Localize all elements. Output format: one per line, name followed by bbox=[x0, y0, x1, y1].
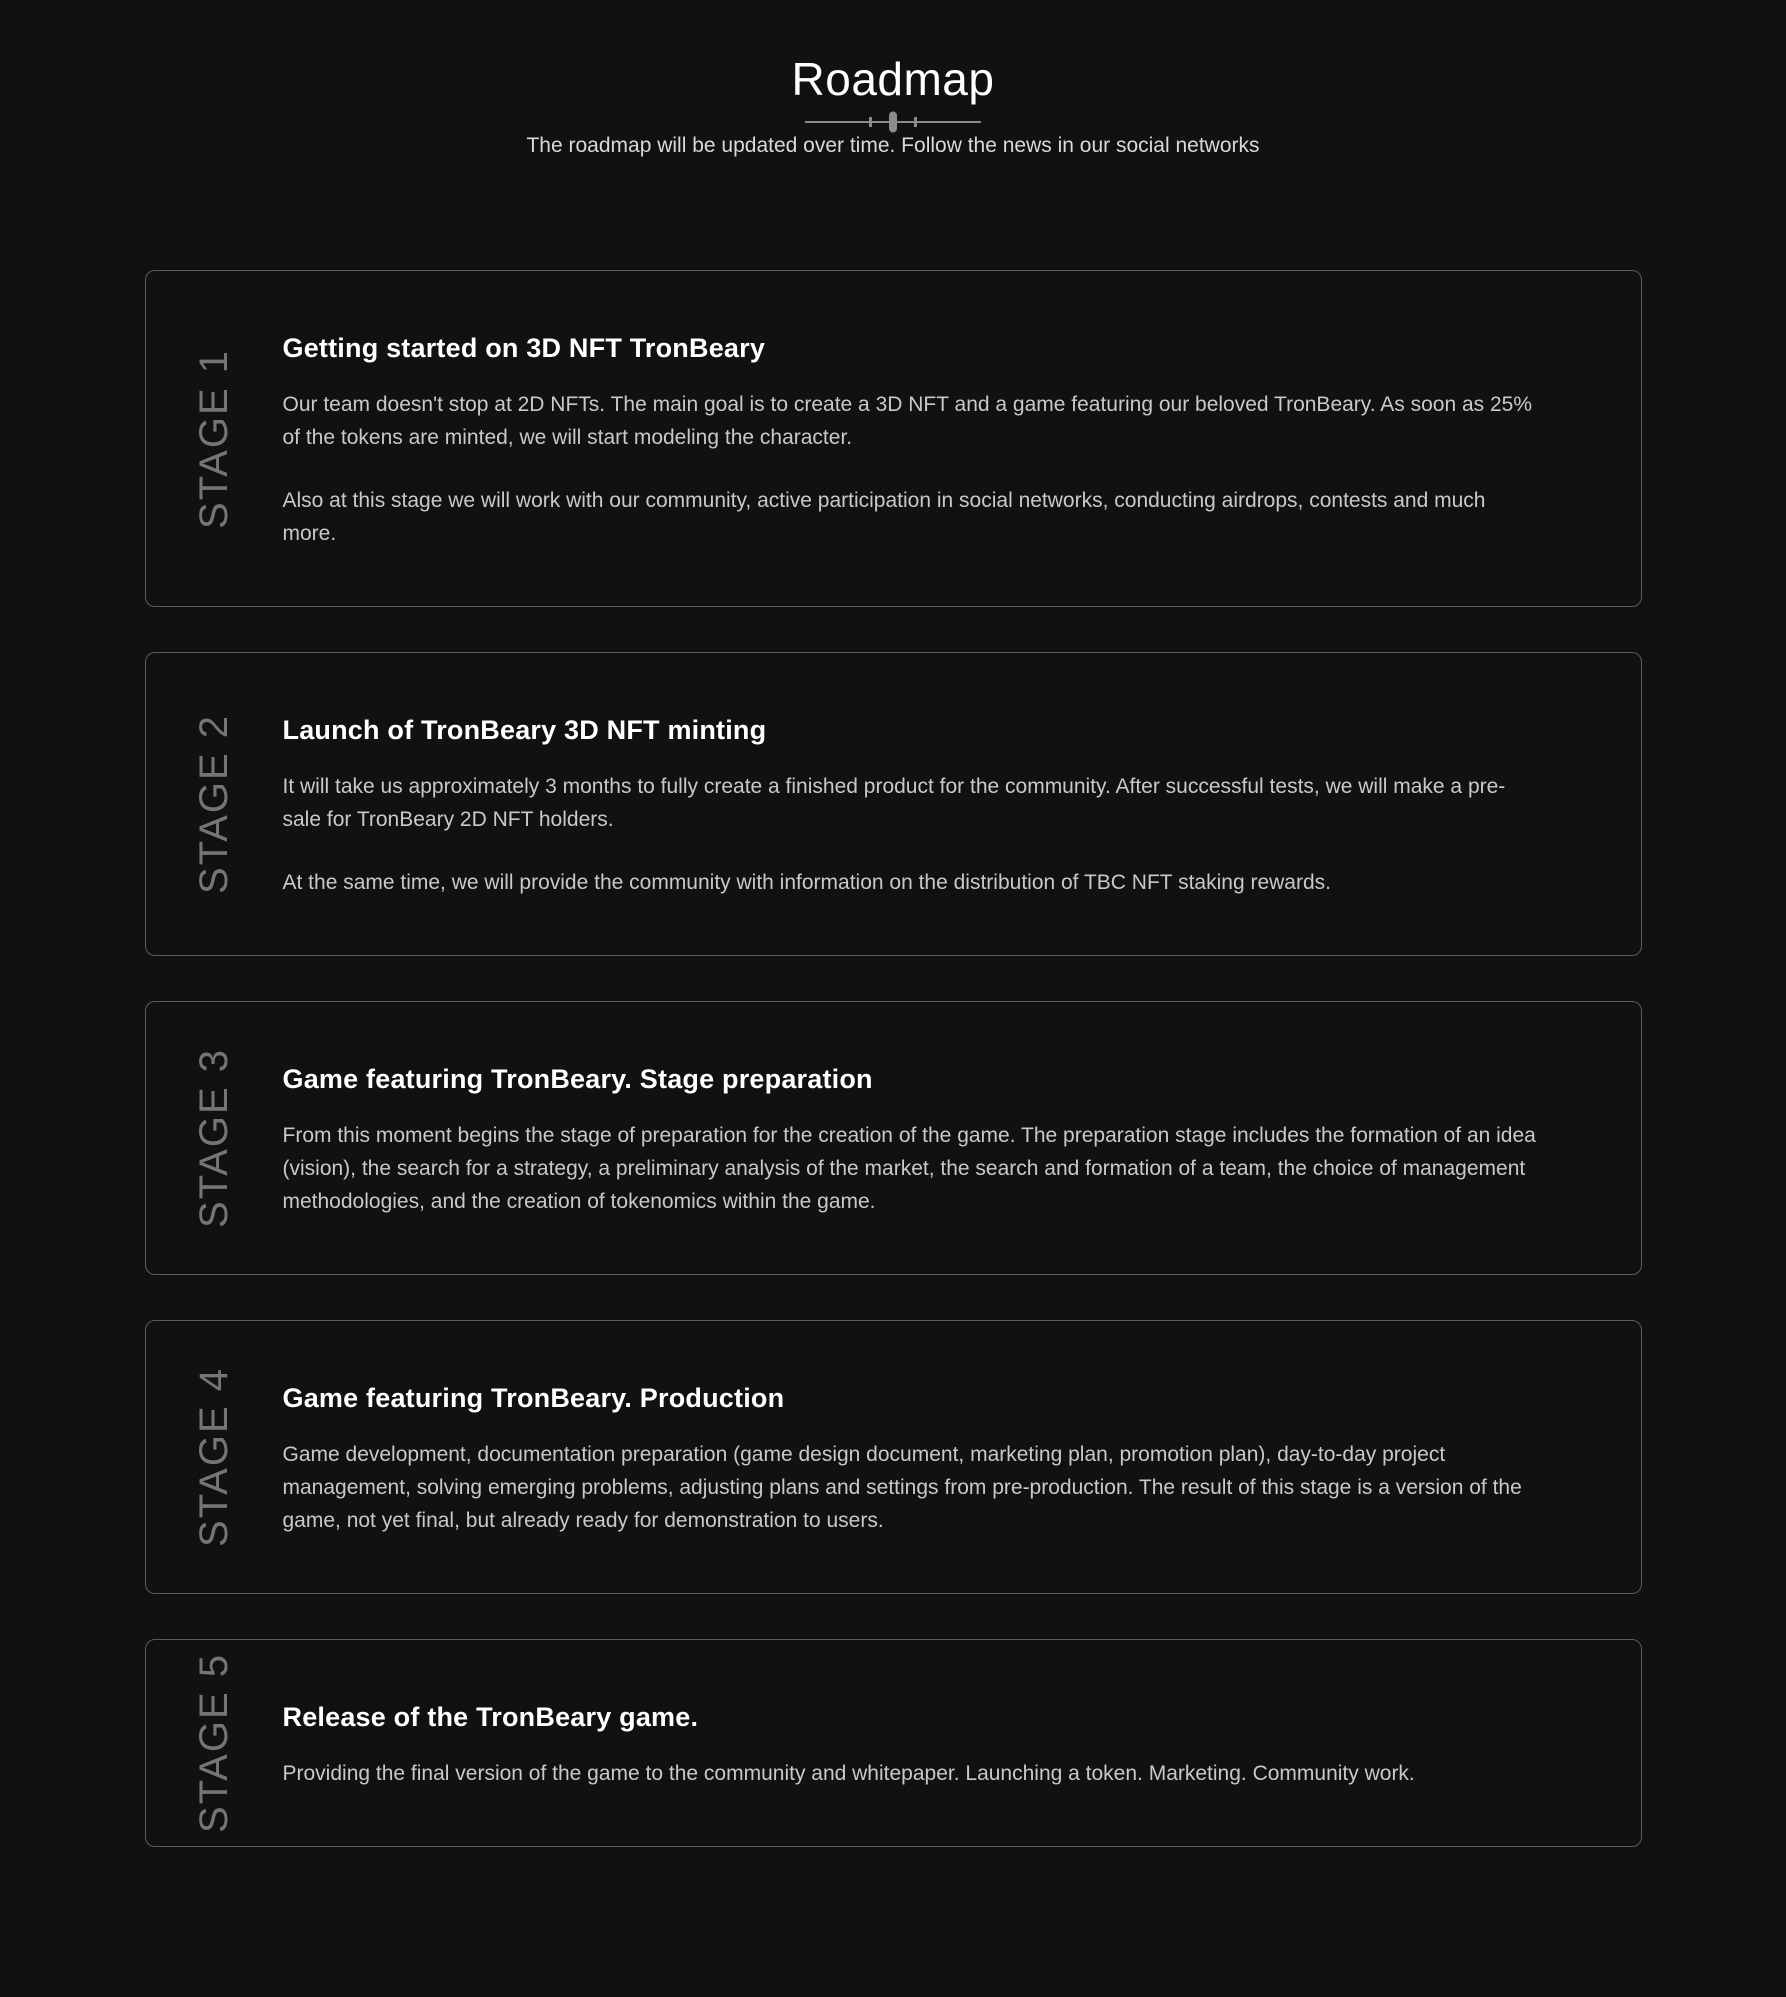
stage-3-label: STAGE 3 bbox=[191, 1048, 236, 1229]
stage-label-column bbox=[146, 653, 283, 955]
stage-card-2 bbox=[145, 652, 1642, 956]
stage-label-column bbox=[146, 1640, 283, 1846]
divider-center-pill bbox=[889, 112, 897, 133]
stage-2-paragraph: At the same time, we will provide the community with information on the distribution of TBC NFT staking rewards. bbox=[282, 871, 1331, 895]
stage-label-column bbox=[146, 1321, 283, 1593]
stage-card-1 bbox=[145, 270, 1642, 607]
stage-5-content bbox=[283, 1640, 1641, 1846]
stage-5-heading: Release of the TronBeary game. bbox=[282, 1702, 699, 1733]
stage-1-label: STAGE 1 bbox=[191, 348, 236, 529]
divider-tick-right bbox=[914, 117, 917, 127]
stage-card-3 bbox=[145, 1001, 1642, 1275]
stage-4-content bbox=[283, 1321, 1641, 1593]
stage-5-paragraph: Providing the final version of the game to the community and whitepaper. Launching a token. Marketing. Community work. bbox=[282, 1762, 1415, 1786]
stage-3-heading: Game featuring TronBeary. Stage preparation bbox=[282, 1064, 873, 1095]
stage-2-label: STAGE 2 bbox=[191, 714, 236, 895]
roadmap-section bbox=[145, 158, 1642, 1902]
roadmap-header bbox=[0, 0, 1786, 158]
stage-label-column bbox=[146, 1002, 283, 1274]
stage-4-heading: Game featuring TronBeary. Production bbox=[282, 1383, 785, 1414]
stage-2-paragraph: It will take us approximately 3 months to fully create a finished product for the community. After successful tests, we will make a pre-sale for TronBeary 2D NFT holders. bbox=[282, 775, 1506, 832]
stage-3-paragraph: From this moment begins the stage of preparation for the creation of the game. The preparation stage includes the formation of an idea (vision), the search for a strategy, a preliminary analysis of the market, the search and formation of a team, the choice of management methodologies, and the creation of tokenomics within the game. bbox=[282, 1124, 1536, 1214]
stage-4-paragraph: Game development, documentation preparation (game design document, marketing plan, promotion plan), day-to-day project management, solving emerging problems, adjusting plans and settings from pre-production. The result of this stage is a version of the game, not yet final, but already ready for demonstration to users. bbox=[282, 1443, 1522, 1533]
stage-2-heading: Launch of TronBeary 3D NFT minting bbox=[282, 715, 767, 746]
stage-1-content bbox=[283, 271, 1641, 606]
page-subtitle: The roadmap will be updated over time. Follow the news in our social networks bbox=[526, 134, 1260, 158]
page-title: Roadmap bbox=[791, 53, 995, 105]
stage-4-label: STAGE 4 bbox=[191, 1367, 236, 1548]
stage-1-paragraph: Our team doesn't stop at 2D NFTs. The main goal is to create a 3D NFT and a game featuring our beloved TronBeary. As soon as 25% of the tokens are minted, we will start modeling the character. bbox=[282, 393, 1532, 450]
divider-tick-left bbox=[869, 117, 872, 127]
stage-5-label: STAGE 5 bbox=[191, 1653, 236, 1834]
stage-card-4 bbox=[145, 1320, 1642, 1594]
stage-2-content bbox=[283, 653, 1641, 955]
stage-1-paragraph: Also at this stage we will work with our community, active participation in social networks, conducting airdrops, contests and much more. bbox=[282, 489, 1486, 546]
title-divider-ornament bbox=[805, 121, 981, 123]
stage-1-heading: Getting started on 3D NFT TronBeary bbox=[282, 333, 766, 364]
stage-label-column bbox=[146, 271, 283, 606]
stage-card-5 bbox=[145, 1639, 1642, 1847]
stage-3-content bbox=[283, 1002, 1641, 1274]
